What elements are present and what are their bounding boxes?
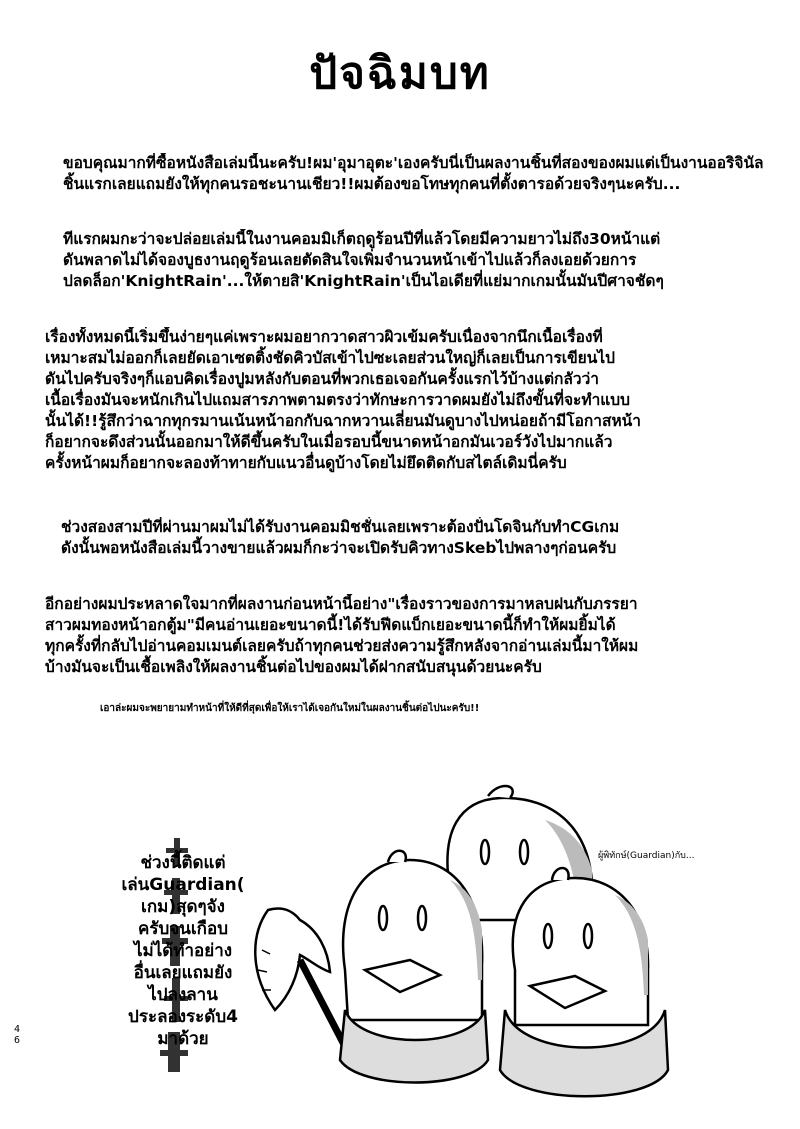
page-number: [14, 1024, 26, 1046]
text-line: สาวผมทองหน้าอกตู้ม"มีคนอ่านเยอะขนาดนี้!ได้รับฟีดแบ็กเยอะขนาดนี้ก็ทำให้ผมยิ้มได้: [45, 616, 616, 634]
side-note: [108, 852, 258, 1050]
text-line: ดังนั้นพอหนังสือเล่มนี้วางขายแล้วผมก็กะว่าจะเปิดรับคิวทางSkebไปพลางๆก่อนครับ: [61, 539, 617, 557]
illustration-caption: ผู้พิทักษ์(Guardian)กับ...: [598, 851, 695, 861]
text-line: ทีแรกผมกะว่าจะปล่อยเล่มนี้ในงานคอมมิเก็ตฤดูร้อนปีที่แล้วโดยมีความยาวไม่ถึง30หน้าแต่: [63, 230, 661, 248]
side-note-line: เกม)สุดๆจัง: [141, 897, 225, 917]
side-note-line: ประลองระดับ4: [128, 1007, 238, 1027]
text-line: ช่วงสองสามปีที่ผ่านมาผมไม่ได้รับงานคอมมิชชั่นเลยเพราะต้องปั่นโดจินกับทำCGเกม: [61, 518, 620, 536]
page-number-digit: 6: [14, 1035, 21, 1046]
text-line: ดันพลาดไม่ได้จองบูธงานฤดูร้อนเลยตัดสินใจเพิ่มจำนวนหน้าเข้าไปแล้วก็ลงเอยด้วยการ: [63, 251, 637, 269]
text-line: ทุกครั้งที่กลับไปอ่านคอมเมนต์เลยครับถ้าทุกคนช่วยส่งความรู้สึกหลังจากอ่านเล่มนี้มาให้ผม: [45, 637, 639, 655]
text-line: ครั้งหน้าผมก็อยากจะลองท้าทายกับแนวอื่นดูบ้างโดยไม่ยึดติดกับสไตล์เดิมนี่ครับ: [45, 454, 567, 472]
text-line: เหมาะสมไม่ออกก็เลยยัดเอาเซตติ้งชัดคิวบัสเข้าไปซะเลยส่วนใหญ่ก็เลยเป็นการเขียนไป: [45, 349, 615, 367]
paragraph-thanks: [45, 153, 765, 195]
side-note-line: ครับจนเกือบ: [138, 919, 228, 939]
text-line: บ้างมันจะเป็นเชื้อเพลิงให้ผลงานชิ้นต่อไปของผมได้ฝากสนับสนุนด้วยนะครับ: [45, 658, 542, 676]
side-note-line: ไม่ได้ทำอย่าง: [133, 941, 233, 961]
page-title: ปัจฉิมบท: [309, 48, 491, 99]
text-line: ขอบคุณมากที่ซื้อหนังสือเล่มนี้นะครับ!ผม'อุมาอุตะ'เองครับนี่เป็นผลงานชิ้นที่สองของผมแต่เป็นงานออริจินัล: [63, 154, 764, 172]
text-line: ปลดล็อก'KnightRain'...ให้ตายสิ'KnightRain'เป็นไอเดียที่แย่มากเกมนั้นมันปีศาจชัดๆ: [63, 272, 664, 290]
side-note-line: เล่นGuardian(: [121, 875, 245, 895]
text-line: อีกอย่างผมประหลาดใจมากที่ผลงานก่อนหน้านี้อย่าง"เรื่องราวของการมาหลบฝนกับภรรยา: [45, 595, 638, 613]
text-line: นั้นได้!!รู้สึกว่าฉากทุกรมานเน้นหน้าอกกับฉากหวานเลี่ยนมันดูบางไปหน่อยถ้ามีโอกาสหน้า: [45, 412, 641, 430]
axe-icon: [255, 908, 352, 1060]
paragraph-commissions: [45, 517, 765, 559]
text-line: ก็อยากจะดึงส่วนนั้นออกมาให้ดีขึ้นครับในเมื่อรอบนี้ขนาดหน้าอกมันเวอร์วังไปมากแล้ว: [45, 433, 613, 451]
paragraph-release-plan: [45, 229, 765, 292]
text-line: เรื่องทั้งหมดนี้เริ่มขึ้นง่ายๆแค่เพราะผมอยากวาดสาวผิวเข้มครับเนื่องจากนึกเนื้อเรื่องที่: [45, 328, 603, 346]
paragraph-story-origin: [45, 327, 765, 474]
text-line: ดันไปครับจริงๆก็แอบคิดเรื่องปูมหลังกับตอนที่พวกเธอเจอกันครั้งแรกไว้บ้างแต่กลัวว่า: [45, 370, 600, 388]
page-number-digit: 4: [14, 1024, 21, 1035]
paragraph-feedback: [45, 594, 765, 678]
side-note-line: อื่นเลยแถมยัง: [133, 963, 233, 983]
text-line: ชิ้นแรกเลยแถมยังให้ทุกคนรอชะนานเชียว!!ผมต้องขอโทษทุกคนที่ตั้งตารอด้วยจริงๆนะครับ...: [63, 175, 681, 193]
text-line: เนื้อเรื่องมันจะหนักเกินไปแถมสารภาพตามตรงว่าทักษะการวาดผมยังไม่ถึงขั้นที่จะทำแบบ: [45, 391, 630, 409]
side-note-line: ไปลงลาน: [148, 985, 218, 1005]
mascot-right: [500, 868, 668, 1096]
side-note-line: ช่วงนี้ติดแต่: [140, 853, 226, 873]
side-note-line: มาด้วย: [157, 1029, 209, 1049]
closing-note: เอาล่ะผมจะพยายามทำหน้าที่ให้ดีที่สุดเพื่อให้เราได้เจอกันใหม่ในผลงานชิ้นต่อไปนะครับ!!: [100, 703, 480, 714]
